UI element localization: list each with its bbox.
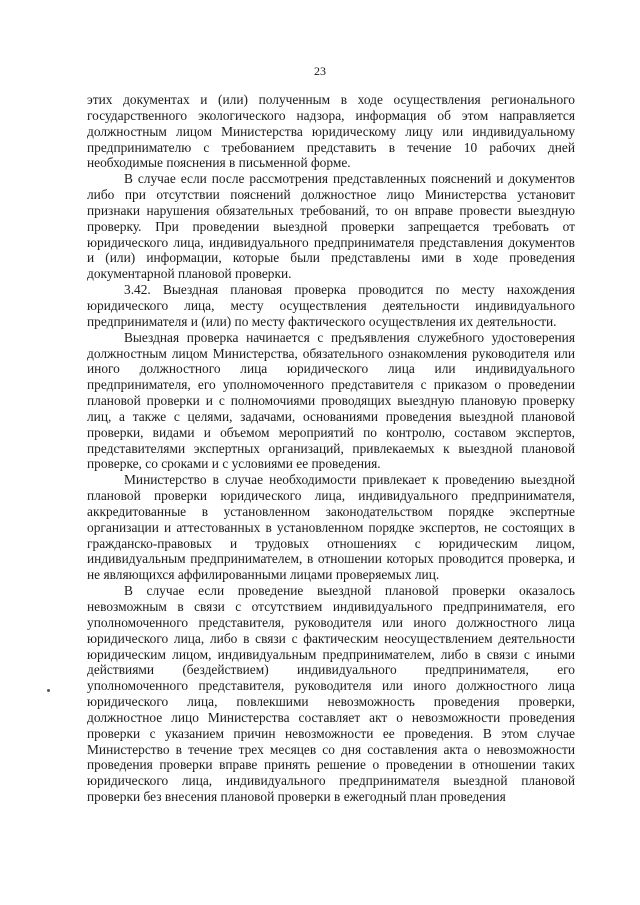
paragraph-section-3-42: 3.42. Выездная плановая проверка проводится по месту нахождения юридического лица, месту осуществления деятельности индивидуального предпринимателя и (или) по месту фактического осуществления их деятельности. xyxy=(87,282,575,329)
page-number: 23 xyxy=(314,64,326,78)
margin-dot xyxy=(47,689,50,692)
paragraph-continued: этих документах и (или) полученным в ходе осуществления регионального государственного экологического надзора, информация об этом направляется должностным лицом Министерства юридическому лицу или индивидуальному предпринимателю с требованием представить в течение 10 рабочих дней необходимые пояснения в письменной форме. xyxy=(87,92,575,171)
paragraph: В случае если проведение выездной плановой проверки оказалось невозможным в связи с отсутствием индивидуального предпринимателя, его уполномоченного представителя, руководителя или иного должностного лица юридического лица, либо в связи с фактическим неосуществлением деятельности юридическим лицом, индивидуальным предпринимателем, либо в связи с иными действиями (бездействием) индивидуального предпринимателя, его уполномоченного представителя, руководителя или иного должностного лица юридического лица, повлекшими невозможность проведения проверки, должностное лицо Министерства составляет акт о невозможности проведения проверки с указанием причин невозможности ее проведения. В этом случае Министерство в течение трех месяцев со дня составления акта о невозможности проведения проверки вправе принять решение о проведении в отношении таких юридического лица, индивидуального предпринимателя выездной плановой проверки без внесения плановой проверки в ежегодный план проведения xyxy=(87,583,575,805)
paragraph: Выездная проверка начинается с предъявления служебного удостоверения должностным лицом Министерства, обязательного ознакомления руководителя или иного должностного лица юридического лица или индивидуального предпринимателя, его уполномоченного представителя с приказом о проведении плановой проверки и с полномочиями проводящих выездную плановую проверку лиц, а также с целями, задачами, основаниями проведения выездной плановой проверки, видами и объемом мероприятий по контролю, составом экспертов, представителями экспертных организаций, привлекаемых к выездной плановой проверке, со сроками и с условиями ее проведения. xyxy=(87,329,575,472)
body-text xyxy=(87,92,575,805)
paragraph: Министерство в случае необходимости привлекает к проведению выездной плановой проверки юридического лица, индивидуального предпринимателя, аккредитованные в установленном законодательством порядке экспертные организации и аттестованных в установленном порядке экспертов, не состоящих в гражданско-правовых и трудовых отношениях с юридическим лицом, индивидуальным предпринимателем, в отношении которых проводится проверка, и не являющихся аффилированными лицами проверяемых лиц. xyxy=(87,472,575,583)
paragraph: В случае если после рассмотрения представленных пояснений и документов либо при отсутствии пояснений должностное лицо Министерства установит признаки нарушения обязательных требований, то он вправе провести выездную проверку. При проведении выездной проверки запрещается требовать от юридического лица, индивидуального предпринимателя представления документов и (или) информации, которые были представлены ими в ходе проведения документарной плановой проверки. xyxy=(87,171,575,282)
